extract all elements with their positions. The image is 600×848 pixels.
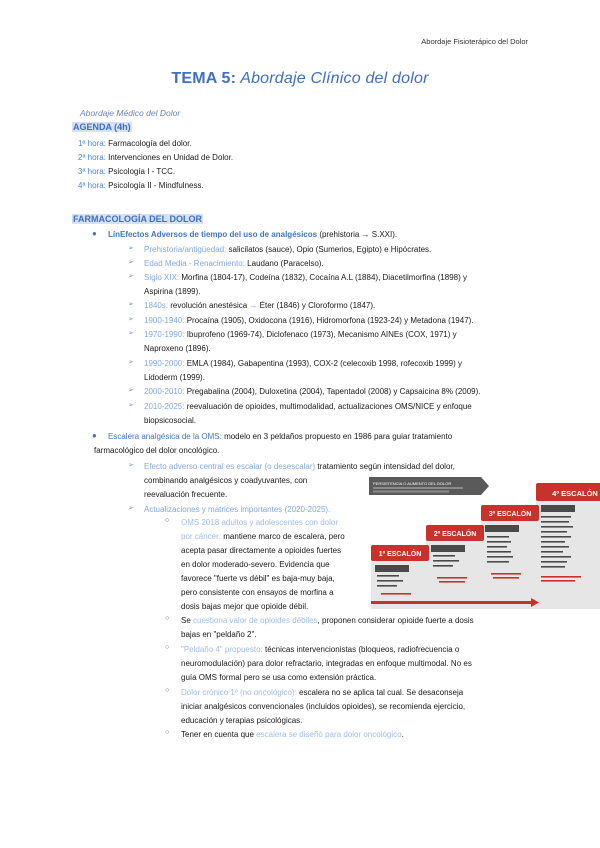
- step4-line: [541, 580, 575, 582]
- step1-line: [377, 580, 403, 582]
- step2-line: [433, 555, 455, 557]
- ladder-banner-line: [373, 487, 463, 489]
- timeline-item: [144, 271, 467, 285]
- weak-opioids-text: Se: [181, 616, 194, 625]
- history-bullet: [108, 228, 397, 242]
- history-label: LínEfectos Adversos de tiempo del uso de analgésicos: [108, 230, 318, 239]
- step3-line: [487, 561, 509, 563]
- escalation-item: [144, 460, 455, 474]
- step4-line: [541, 536, 571, 538]
- timeline-item: [144, 385, 481, 399]
- weak-opioids-label: cuestiona valor de opioides débiles: [193, 616, 318, 625]
- step4-label: "Peldaño 4" propuesto:: [181, 645, 263, 654]
- timeline-text: salicilatos (sauce), Opio (Sumerios, Egipto) e Hipócrates.: [226, 245, 432, 254]
- step1-line: [381, 593, 411, 595]
- agenda-hour: 1ª hora:: [78, 139, 106, 148]
- arrow-bullet-icon: ➢: [128, 316, 134, 323]
- timeline-text: Procaína (1905), Oxidocona (1916), Hidromorfona (1923-24) y Metadona (1947).: [184, 316, 474, 325]
- timeline-item: [144, 299, 375, 313]
- oncologic-note-label: escalera se diseñó para dolor oncológico: [256, 730, 402, 739]
- subtitle: Abordaje Médico del Dolor: [80, 108, 181, 118]
- step3-line: [491, 573, 521, 575]
- circle-bullet-icon: ○: [165, 615, 170, 622]
- timeline-text-cont: Naproxeno (1896).: [144, 344, 211, 353]
- step3-line: [487, 556, 513, 558]
- ladder-label: Escalera analgésica de la OMS:: [108, 432, 222, 441]
- agenda-hour: 3ª hora:: [78, 167, 106, 176]
- timeline-text-cont: Aspirina (1899).: [144, 287, 201, 296]
- title-topic: TEMA 5:: [171, 70, 237, 87]
- ladder-svg: [369, 475, 600, 610]
- agenda-list: [78, 137, 233, 193]
- timeline-label: 2000-2010:: [144, 387, 185, 396]
- circle-bullet-icon: ○: [165, 517, 170, 524]
- timeline-label: 1970-1990:: [144, 330, 185, 339]
- step2-subhead: [431, 545, 465, 552]
- right-arrow-icon: →: [249, 301, 258, 310]
- ladder-banner-line: [373, 491, 449, 493]
- agenda-item: [78, 151, 233, 165]
- agenda-text: Intervenciones en Unidad de Dolor.: [105, 153, 234, 162]
- who-2018-text-cont: acepta pasar directamente a opioides fuertes: [181, 546, 342, 555]
- timeline-text-cont: biopsicosocial.: [144, 416, 197, 425]
- timeline-text: Morfina (1804-17), Codeína (1832), Cocaína A.L (1884), Diacetilmorfina (1898) y: [179, 273, 467, 282]
- timeline-item: [144, 357, 462, 371]
- updates-item: [144, 503, 330, 517]
- oncologic-note-text: Tener en cuenta que: [181, 730, 257, 739]
- timeline-label: 1840s:: [144, 301, 169, 310]
- timeline-text: Laudano (Paracelso).: [244, 259, 324, 268]
- escalation-text-cont: combinando analgésicos y coadyuvantes, con: [144, 476, 308, 485]
- escalation-text: tratamiento según intensidad del dolor,: [315, 462, 455, 471]
- step4-item: [181, 643, 459, 657]
- step2-line: [433, 565, 453, 567]
- who-2018-label: OMS 2018 adultos y adolescentes con dolor: [181, 518, 338, 527]
- arrow-bullet-icon: ➢: [128, 330, 134, 337]
- step4-column: [536, 497, 600, 609]
- ladder-banner-text: PERSISTENCIA O AUMENTO DEL DOLOR: [373, 481, 452, 486]
- agenda-text: Psicología II - Mindfulness.: [105, 181, 204, 190]
- timeline-label: Siglo XIX:: [144, 273, 180, 282]
- timeline-label: 2010-2025:: [144, 402, 185, 411]
- who-2018-text: mantiene marco de escalera, pero: [221, 532, 345, 541]
- timeline-item: [144, 400, 472, 414]
- step1-subhead: [375, 565, 409, 572]
- who-2018-text-cont: pero consistente con ensayos de morfina a: [181, 588, 334, 597]
- escalation-text-cont: reevaluación frecuente.: [144, 490, 228, 499]
- step4-text: técnicas intervencionistas (bloqueos, radiofrecuencia o: [262, 645, 460, 654]
- oncologic-note-text: .: [401, 730, 404, 739]
- arrow-bullet-icon: ➢: [128, 462, 134, 469]
- step4-line: [541, 521, 569, 523]
- step4-line: [541, 551, 563, 553]
- circle-bullet-icon: ○: [165, 644, 170, 651]
- ladder-bottom-arrow: [371, 601, 531, 604]
- agenda-hour: 4ª hora:: [78, 181, 106, 190]
- who-2018-text-cont: en dolor moderado-severo. Evidencia que: [181, 560, 330, 569]
- page-title: [0, 70, 600, 88]
- timeline-item: [144, 314, 474, 328]
- step4-line: [541, 556, 571, 558]
- timeline-text: revolución anestésica: [168, 301, 250, 310]
- arrow-bullet-icon: ➢: [128, 259, 134, 266]
- step4-line: [541, 546, 569, 548]
- step3-line: [487, 541, 511, 543]
- arrow-bullet-icon: ➢: [128, 402, 134, 409]
- timeline-text: Ibuprofeno (1969-74), Diclofenaco (1973), Mecanismo AINEs (COX, 1971) y: [184, 330, 457, 339]
- updates-label: Actualizaciones y matrices importantes (2020-2025).: [144, 505, 331, 514]
- title-text: Abordaje Clínico del dolor: [236, 70, 429, 87]
- agenda-hour: 2ª hora:: [78, 153, 106, 162]
- step4-subhead: [541, 505, 575, 512]
- agenda-heading: AGENDA (4h): [73, 122, 131, 132]
- arrow-bullet-icon: ➢: [128, 505, 134, 512]
- ladder-bullet: [108, 430, 452, 444]
- step4-label: 4º ESCALÓN: [552, 489, 598, 498]
- escalation-label: Efecto adverso central es escalar (o desescalar): [144, 462, 316, 471]
- oncologic-note-item: [181, 728, 404, 742]
- arrow-bullet-icon: ➢: [128, 301, 134, 308]
- timeline-text: reevaluación de opioides, multimodalidad, actualizaciones OMS/NICE y enfoque: [184, 402, 472, 411]
- step1-line: [377, 575, 399, 577]
- who-2018-item: [181, 516, 338, 530]
- circle-bullet-icon: ○: [165, 729, 170, 736]
- who-ladder-figure: [369, 475, 600, 610]
- step3-line: [487, 536, 509, 538]
- timeline-text: Pregabalina (2004), Duloxetina (2004), Tapentadol (2008) y Capsaicina 8% (2009).: [184, 387, 481, 396]
- agenda-text: Farmacología del dolor.: [105, 139, 192, 148]
- timeline-text-cont: Lidoderm (1999).: [144, 373, 205, 382]
- timeline-label: Prehistoria/antigüedad:: [144, 245, 227, 254]
- agenda-item: [78, 137, 233, 151]
- agenda-item: [78, 179, 233, 193]
- step4-line: [541, 541, 565, 543]
- who-2018-text: [181, 530, 345, 544]
- weak-opioids-text: , proponen considerar opioide fuerte a dosis: [317, 616, 474, 625]
- arrow-bullet-icon: ➢: [128, 359, 134, 366]
- step2-line: [433, 560, 459, 562]
- step3-subhead: [485, 525, 519, 532]
- step4-text-cont: guía OMS formal pero se usa como extensión práctica.: [181, 673, 377, 682]
- arrow-bullet-icon: ➢: [128, 273, 134, 280]
- history-text: (prehistoria → S.XXI).: [317, 230, 398, 239]
- step4-line: [541, 566, 565, 568]
- timeline-text: Éter (1846) y Cloroformo (1847).: [257, 301, 376, 310]
- step4-line: [541, 561, 567, 563]
- chronic-pain-text-cont: iniciar analgésicos convencionales (incluidos opioides), se recomienda ejercicio,: [181, 702, 466, 711]
- timeline-label: 1990-2000:: [144, 359, 185, 368]
- ladder-text: modelo en 3 peldaños propuesto en 1986 para guiar tratamiento: [221, 432, 453, 441]
- who-2018-label: por cáncer:: [181, 532, 222, 541]
- timeline-item: [144, 257, 324, 271]
- banner-arrow-icon: [481, 477, 489, 495]
- weak-opioids-text-cont: bajas en "peldaño 2".: [181, 630, 257, 639]
- running-header: Abordaje Fisioterápico del Dolor: [421, 37, 528, 46]
- step4-line: [541, 576, 581, 578]
- who-2018-text-cont: dosis bajas mejor que opioide débil.: [181, 602, 309, 611]
- bullet-dot-icon: ●: [92, 431, 97, 440]
- timeline-text: EMLA (1984), Gabapentina (1993), COX-2 (celecoxib 1998, rofecoxib 1999) y: [184, 359, 462, 368]
- chronic-pain-label: Dolor crónico 1º (no oncológico):: [181, 688, 297, 697]
- step4-text-cont: neuromodulación) para dolor refractario, integradas en enfoque multimodal. No es: [181, 659, 472, 668]
- step4-line: [541, 526, 573, 528]
- arrow-bullet-icon: ➢: [128, 245, 134, 252]
- step4-line: [541, 531, 567, 533]
- pharma-heading: FARMACOLOGÍA DEL DOLOR: [73, 214, 202, 224]
- circle-bullet-icon: ○: [165, 687, 170, 694]
- timeline-item: [144, 328, 457, 342]
- bullet-dot-icon: ●: [92, 229, 97, 238]
- agenda-text: Psicología I - TCC.: [105, 167, 176, 176]
- timeline-item: [144, 243, 431, 257]
- chronic-pain-text-cont: educación y terapias psicológicas.: [181, 716, 303, 725]
- timeline-label: Edad Media - Renacimiento:: [144, 259, 245, 268]
- chronic-pain-text: escalera no se aplica tal cual. Se desaconseja: [296, 688, 464, 697]
- step3-line: [487, 551, 511, 553]
- arrow-bullet-icon: ➢: [128, 387, 134, 394]
- step2-line: [437, 577, 467, 579]
- timeline-label: 1900-1940:: [144, 316, 185, 325]
- step4-line: [541, 516, 571, 518]
- step3-line: [487, 546, 507, 548]
- step1-line: [377, 585, 397, 587]
- weak-opioids-item: [181, 614, 474, 628]
- chronic-pain-item: [181, 686, 463, 700]
- step2-line: [439, 581, 465, 583]
- step3-label: 3º ESCALÓN: [488, 511, 532, 518]
- step3-line: [493, 577, 519, 579]
- agenda-item: [78, 165, 233, 179]
- ladder-text-cont: farmacológico del dolor oncológico.: [94, 446, 220, 455]
- step2-label: 2º ESCALÓN: [433, 531, 477, 538]
- step1-label: 1º ESCALÓN: [378, 551, 422, 558]
- who-2018-text-cont: favorece "fuerte vs débil" es baja-muy baja,: [181, 574, 335, 583]
